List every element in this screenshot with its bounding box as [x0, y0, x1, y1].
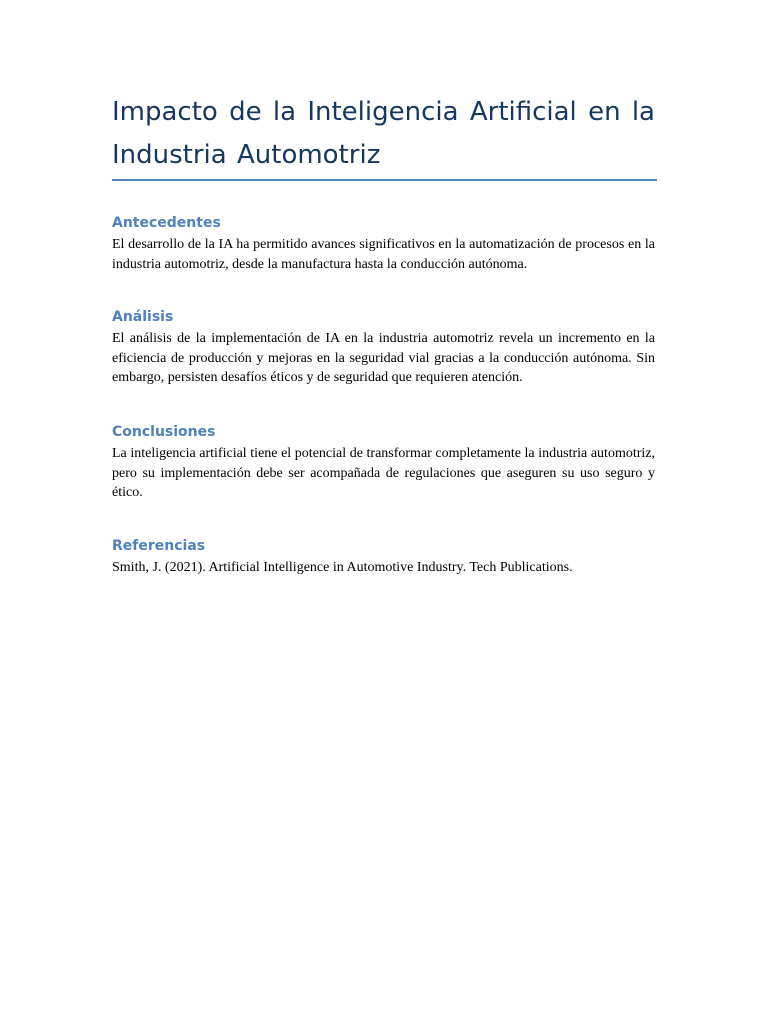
section-referencias [112, 536, 655, 578]
reference-entry: Smith, J. (2021). Artificial Intelligence in Automotive Industry. Tech Publications. [112, 560, 573, 575]
section-antecedentes [112, 213, 655, 274]
section-conclusiones [112, 422, 655, 503]
section-heading-analisis: Análisis [112, 309, 174, 325]
section-body-conclusiones: La inteligencia artificial tiene el potencial de transformar completamente la industria automotriz, pero su implementación debe ser acompañada de regulaciones que aseguren su uso seguro y ético. [112, 446, 655, 500]
section-body-analisis: El análisis de la implementación de IA en la industria automotriz revela un incremento en la eficiencia de producción y mejoras en la seguridad vial gracias a la conducción autónoma. Sin embargo, persisten desafíos éticos y de seguridad que requieren atención. [112, 331, 655, 385]
section-heading-referencias: Referencias [112, 538, 206, 554]
document-title: Impacto de la Inteligencia Artificial en la Industria Automotriz [112, 97, 655, 170]
section-analisis [112, 307, 655, 388]
section-heading-conclusiones: Conclusiones [112, 424, 216, 440]
title-underline-divider [112, 179, 657, 181]
section-body-antecedentes: El desarrollo de la IA ha permitido avances significativos en la automatización de procesos en la industria automotriz, desde la manufactura hasta la conducción autónoma. [112, 237, 655, 272]
section-heading-antecedentes: Antecedentes [112, 215, 221, 231]
